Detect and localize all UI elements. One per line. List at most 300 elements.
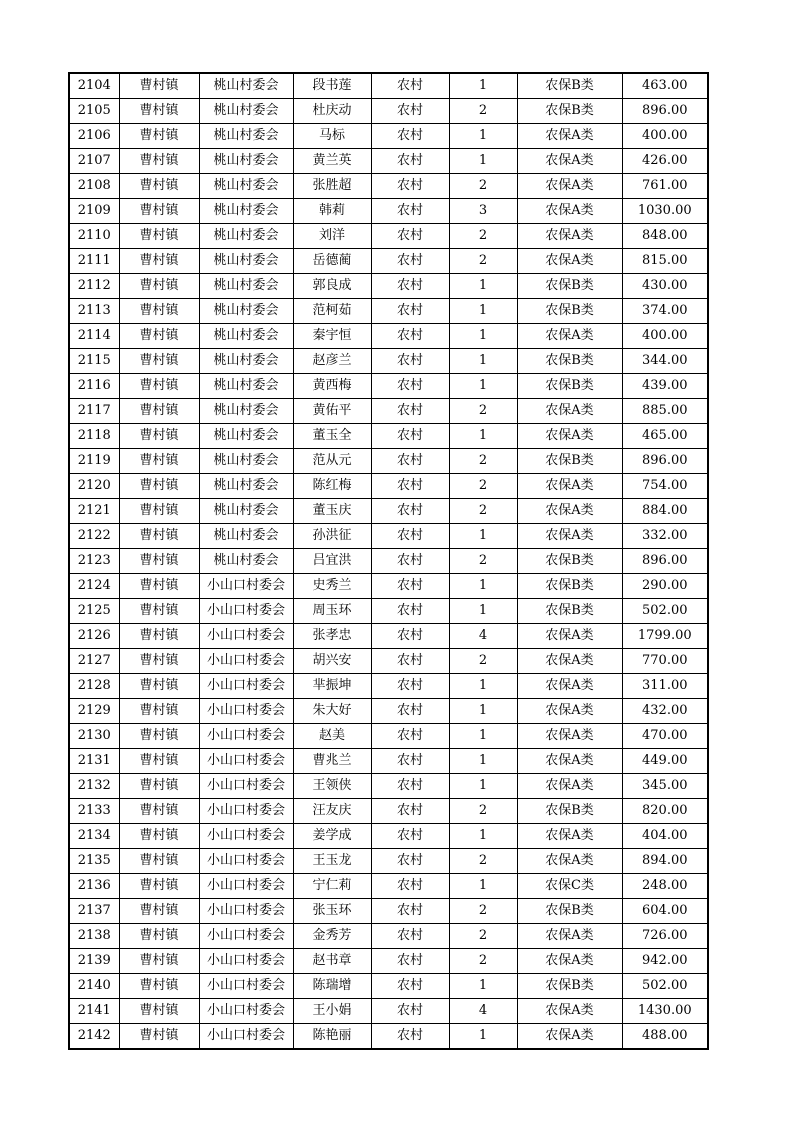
household-type-cell: 农村	[371, 774, 449, 799]
table-row	[69, 274, 708, 299]
amount-cell: 896.00	[622, 99, 708, 124]
household-type-cell: 农村	[371, 624, 449, 649]
town-cell: 曹村镇	[119, 249, 199, 274]
table-row	[69, 424, 708, 449]
member-count-cell: 1	[449, 874, 517, 899]
table-row	[69, 849, 708, 874]
household-type-cell: 农村	[371, 524, 449, 549]
table-row	[69, 349, 708, 374]
table-row	[69, 949, 708, 974]
name-cell: 段书莲	[293, 73, 371, 99]
town-cell: 曹村镇	[119, 274, 199, 299]
category-cell: 农保A类	[517, 1024, 622, 1050]
row-number: 2105	[69, 99, 119, 124]
town-cell: 曹村镇	[119, 999, 199, 1024]
table-row	[69, 774, 708, 799]
household-type-cell: 农村	[371, 73, 449, 99]
household-type-cell: 农村	[371, 1024, 449, 1050]
town-cell: 曹村镇	[119, 849, 199, 874]
amount-cell: 449.00	[622, 749, 708, 774]
town-cell: 曹村镇	[119, 574, 199, 599]
town-cell: 曹村镇	[119, 824, 199, 849]
village-cell: 小山口村委会	[199, 674, 293, 699]
table-row	[69, 124, 708, 149]
household-type-cell: 农村	[371, 474, 449, 499]
row-number: 2137	[69, 899, 119, 924]
town-cell: 曹村镇	[119, 399, 199, 424]
row-number: 2104	[69, 73, 119, 99]
row-number: 2131	[69, 749, 119, 774]
household-type-cell: 农村	[371, 674, 449, 699]
row-number: 2108	[69, 174, 119, 199]
row-number: 2115	[69, 349, 119, 374]
amount-cell: 502.00	[622, 599, 708, 624]
category-cell: 农保A类	[517, 199, 622, 224]
name-cell: 陈艳丽	[293, 1024, 371, 1050]
table-row	[69, 924, 708, 949]
village-cell: 小山口村委会	[199, 924, 293, 949]
row-number: 2133	[69, 799, 119, 824]
category-cell: 农保A类	[517, 524, 622, 549]
town-cell: 曹村镇	[119, 724, 199, 749]
category-cell: 农保B类	[517, 73, 622, 99]
household-type-cell: 农村	[371, 824, 449, 849]
category-cell: 农保B类	[517, 299, 622, 324]
member-count-cell: 1	[449, 524, 517, 549]
village-cell: 桃山村委会	[199, 274, 293, 299]
category-cell: 农保A类	[517, 674, 622, 699]
name-cell: 金秀芳	[293, 924, 371, 949]
row-number: 2138	[69, 924, 119, 949]
village-cell: 桃山村委会	[199, 524, 293, 549]
amount-cell: 896.00	[622, 449, 708, 474]
amount-cell: 374.00	[622, 299, 708, 324]
row-number: 2124	[69, 574, 119, 599]
village-cell: 小山口村委会	[199, 599, 293, 624]
category-cell: 农保A类	[517, 824, 622, 849]
amount-cell: 400.00	[622, 324, 708, 349]
member-count-cell: 1	[449, 349, 517, 374]
amount-cell: 894.00	[622, 849, 708, 874]
name-cell: 周玉环	[293, 599, 371, 624]
member-count-cell: 1	[449, 1024, 517, 1050]
table-row	[69, 649, 708, 674]
table-row	[69, 224, 708, 249]
row-number: 2125	[69, 599, 119, 624]
town-cell: 曹村镇	[119, 674, 199, 699]
amount-cell: 942.00	[622, 949, 708, 974]
household-type-cell: 农村	[371, 749, 449, 774]
row-number: 2119	[69, 449, 119, 474]
household-type-cell: 农村	[371, 874, 449, 899]
name-cell: 陈红梅	[293, 474, 371, 499]
row-number: 2106	[69, 124, 119, 149]
member-count-cell: 4	[449, 624, 517, 649]
row-number: 2118	[69, 424, 119, 449]
town-cell: 曹村镇	[119, 424, 199, 449]
village-cell: 桃山村委会	[199, 174, 293, 199]
roster-table	[68, 72, 709, 1050]
member-count-cell: 1	[449, 73, 517, 99]
category-cell: 农保A类	[517, 474, 622, 499]
table-row	[69, 699, 708, 724]
category-cell: 农保A类	[517, 324, 622, 349]
member-count-cell: 1	[449, 699, 517, 724]
household-type-cell: 农村	[371, 974, 449, 999]
household-type-cell: 农村	[371, 724, 449, 749]
member-count-cell: 1	[449, 824, 517, 849]
row-number: 2121	[69, 499, 119, 524]
category-cell: 农保A类	[517, 224, 622, 249]
member-count-cell: 2	[449, 899, 517, 924]
table-row	[69, 499, 708, 524]
row-number: 2132	[69, 774, 119, 799]
town-cell: 曹村镇	[119, 349, 199, 374]
row-number: 2117	[69, 399, 119, 424]
household-type-cell: 农村	[371, 924, 449, 949]
table-row	[69, 324, 708, 349]
name-cell: 杜庆动	[293, 99, 371, 124]
village-cell: 小山口村委会	[199, 649, 293, 674]
village-cell: 桃山村委会	[199, 474, 293, 499]
household-type-cell: 农村	[371, 324, 449, 349]
category-cell: 农保B类	[517, 99, 622, 124]
table-row	[69, 73, 708, 99]
household-type-cell: 农村	[371, 224, 449, 249]
name-cell: 姜学成	[293, 824, 371, 849]
town-cell: 曹村镇	[119, 324, 199, 349]
amount-cell: 502.00	[622, 974, 708, 999]
amount-cell: 311.00	[622, 674, 708, 699]
town-cell: 曹村镇	[119, 99, 199, 124]
amount-cell: 400.00	[622, 124, 708, 149]
table-row	[69, 399, 708, 424]
household-type-cell: 农村	[371, 124, 449, 149]
household-type-cell: 农村	[371, 799, 449, 824]
row-number: 2127	[69, 649, 119, 674]
table-row	[69, 549, 708, 574]
member-count-cell: 2	[449, 799, 517, 824]
amount-cell: 1430.00	[622, 999, 708, 1024]
village-cell: 小山口村委会	[199, 974, 293, 999]
town-cell: 曹村镇	[119, 449, 199, 474]
village-cell: 桃山村委会	[199, 424, 293, 449]
row-number: 2129	[69, 699, 119, 724]
category-cell: 农保B类	[517, 274, 622, 299]
name-cell: 朱大好	[293, 699, 371, 724]
village-cell: 小山口村委会	[199, 949, 293, 974]
amount-cell: 463.00	[622, 73, 708, 99]
amount-cell: 439.00	[622, 374, 708, 399]
category-cell: 农保A类	[517, 774, 622, 799]
amount-cell: 604.00	[622, 899, 708, 924]
town-cell: 曹村镇	[119, 924, 199, 949]
name-cell: 岳德蔺	[293, 249, 371, 274]
name-cell: 汪友庆	[293, 799, 371, 824]
table-row	[69, 899, 708, 924]
town-cell: 曹村镇	[119, 599, 199, 624]
amount-cell: 754.00	[622, 474, 708, 499]
village-cell: 小山口村委会	[199, 574, 293, 599]
household-type-cell: 农村	[371, 949, 449, 974]
category-cell: 农保B类	[517, 549, 622, 574]
town-cell: 曹村镇	[119, 974, 199, 999]
village-cell: 小山口村委会	[199, 849, 293, 874]
member-count-cell: 1	[449, 274, 517, 299]
member-count-cell: 3	[449, 199, 517, 224]
town-cell: 曹村镇	[119, 374, 199, 399]
category-cell: 农保A类	[517, 999, 622, 1024]
village-cell: 小山口村委会	[199, 824, 293, 849]
category-cell: 农保A类	[517, 124, 622, 149]
household-type-cell: 农村	[371, 399, 449, 424]
amount-cell: 332.00	[622, 524, 708, 549]
member-count-cell: 1	[449, 374, 517, 399]
village-cell: 小山口村委会	[199, 799, 293, 824]
town-cell: 曹村镇	[119, 299, 199, 324]
town-cell: 曹村镇	[119, 649, 199, 674]
row-number: 2140	[69, 974, 119, 999]
member-count-cell: 1	[449, 724, 517, 749]
village-cell: 桃山村委会	[199, 149, 293, 174]
category-cell: 农保B类	[517, 574, 622, 599]
category-cell: 农保A类	[517, 699, 622, 724]
village-cell: 桃山村委会	[199, 374, 293, 399]
amount-cell: 470.00	[622, 724, 708, 749]
name-cell: 秦宇恒	[293, 324, 371, 349]
town-cell: 曹村镇	[119, 899, 199, 924]
amount-cell: 1799.00	[622, 624, 708, 649]
category-cell: 农保C类	[517, 874, 622, 899]
village-cell: 桃山村委会	[199, 249, 293, 274]
town-cell: 曹村镇	[119, 149, 199, 174]
village-cell: 小山口村委会	[199, 749, 293, 774]
name-cell: 黄佑平	[293, 399, 371, 424]
amount-cell: 432.00	[622, 699, 708, 724]
town-cell: 曹村镇	[119, 774, 199, 799]
amount-cell: 290.00	[622, 574, 708, 599]
name-cell: 马标	[293, 124, 371, 149]
table-row	[69, 674, 708, 699]
amount-cell: 848.00	[622, 224, 708, 249]
village-cell: 小山口村委会	[199, 874, 293, 899]
town-cell: 曹村镇	[119, 874, 199, 899]
name-cell: 王小娟	[293, 999, 371, 1024]
village-cell: 桃山村委会	[199, 449, 293, 474]
table-row	[69, 199, 708, 224]
amount-cell: 430.00	[622, 274, 708, 299]
table-row	[69, 524, 708, 549]
table-row	[69, 799, 708, 824]
row-number: 2139	[69, 949, 119, 974]
amount-cell: 820.00	[622, 799, 708, 824]
village-cell: 小山口村委会	[199, 699, 293, 724]
category-cell: 农保A类	[517, 749, 622, 774]
household-type-cell: 农村	[371, 499, 449, 524]
name-cell: 赵彦兰	[293, 349, 371, 374]
village-cell: 桃山村委会	[199, 349, 293, 374]
name-cell: 孙洪征	[293, 524, 371, 549]
row-number: 2130	[69, 724, 119, 749]
household-type-cell: 农村	[371, 424, 449, 449]
category-cell: 农保A类	[517, 424, 622, 449]
name-cell: 陈瑞增	[293, 974, 371, 999]
category-cell: 农保A类	[517, 649, 622, 674]
member-count-cell: 2	[449, 99, 517, 124]
member-count-cell: 2	[449, 474, 517, 499]
member-count-cell: 2	[449, 249, 517, 274]
amount-cell: 770.00	[622, 649, 708, 674]
amount-cell: 896.00	[622, 549, 708, 574]
row-number: 2110	[69, 224, 119, 249]
category-cell: 农保B类	[517, 974, 622, 999]
member-count-cell: 2	[449, 224, 517, 249]
table-row	[69, 249, 708, 274]
village-cell: 桃山村委会	[199, 99, 293, 124]
town-cell: 曹村镇	[119, 174, 199, 199]
table-row	[69, 974, 708, 999]
household-type-cell: 农村	[371, 349, 449, 374]
name-cell: 王玉龙	[293, 849, 371, 874]
table-row	[69, 749, 708, 774]
row-number: 2122	[69, 524, 119, 549]
table-row	[69, 374, 708, 399]
category-cell: 农保B类	[517, 449, 622, 474]
member-count-cell: 1	[449, 149, 517, 174]
category-cell: 农保A类	[517, 249, 622, 274]
member-count-cell: 2	[449, 649, 517, 674]
household-type-cell: 农村	[371, 574, 449, 599]
row-number: 2135	[69, 849, 119, 874]
row-number: 2136	[69, 874, 119, 899]
amount-cell: 726.00	[622, 924, 708, 949]
name-cell: 张玉环	[293, 899, 371, 924]
member-count-cell: 2	[449, 949, 517, 974]
town-cell: 曹村镇	[119, 799, 199, 824]
member-count-cell: 1	[449, 749, 517, 774]
amount-cell: 404.00	[622, 824, 708, 849]
household-type-cell: 农村	[371, 174, 449, 199]
name-cell: 董玉庆	[293, 499, 371, 524]
category-cell: 农保A类	[517, 399, 622, 424]
amount-cell: 885.00	[622, 399, 708, 424]
category-cell: 农保A类	[517, 174, 622, 199]
category-cell: 农保A类	[517, 724, 622, 749]
amount-cell: 488.00	[622, 1024, 708, 1050]
table-row	[69, 874, 708, 899]
row-number: 2112	[69, 274, 119, 299]
village-cell: 桃山村委会	[199, 124, 293, 149]
amount-cell: 815.00	[622, 249, 708, 274]
table-row	[69, 149, 708, 174]
village-cell: 小山口村委会	[199, 624, 293, 649]
town-cell: 曹村镇	[119, 699, 199, 724]
row-number: 2109	[69, 199, 119, 224]
member-count-cell: 2	[449, 174, 517, 199]
category-cell: 农保B类	[517, 799, 622, 824]
town-cell: 曹村镇	[119, 199, 199, 224]
category-cell: 农保B类	[517, 349, 622, 374]
name-cell: 胡兴安	[293, 649, 371, 674]
roster-body	[69, 73, 708, 1049]
name-cell: 张胜超	[293, 174, 371, 199]
village-cell: 桃山村委会	[199, 324, 293, 349]
village-cell: 桃山村委会	[199, 224, 293, 249]
member-count-cell: 1	[449, 324, 517, 349]
name-cell: 刘洋	[293, 224, 371, 249]
name-cell: 韩莉	[293, 199, 371, 224]
village-cell: 桃山村委会	[199, 299, 293, 324]
member-count-cell: 2	[449, 499, 517, 524]
household-type-cell: 农村	[371, 299, 449, 324]
town-cell: 曹村镇	[119, 749, 199, 774]
name-cell: 黄兰英	[293, 149, 371, 174]
household-type-cell: 农村	[371, 899, 449, 924]
member-count-cell: 1	[449, 674, 517, 699]
name-cell: 范从元	[293, 449, 371, 474]
town-cell: 曹村镇	[119, 624, 199, 649]
village-cell: 小山口村委会	[199, 899, 293, 924]
table-row	[69, 449, 708, 474]
village-cell: 小山口村委会	[199, 1024, 293, 1050]
member-count-cell: 1	[449, 424, 517, 449]
household-type-cell: 农村	[371, 199, 449, 224]
row-number: 2116	[69, 374, 119, 399]
row-number: 2120	[69, 474, 119, 499]
name-cell: 郭良成	[293, 274, 371, 299]
category-cell: 农保B类	[517, 374, 622, 399]
table-row	[69, 299, 708, 324]
town-cell: 曹村镇	[119, 224, 199, 249]
row-number: 2114	[69, 324, 119, 349]
village-cell: 桃山村委会	[199, 399, 293, 424]
town-cell: 曹村镇	[119, 949, 199, 974]
member-count-cell: 1	[449, 599, 517, 624]
table-row	[69, 1024, 708, 1050]
category-cell: 农保A类	[517, 949, 622, 974]
village-cell: 桃山村委会	[199, 499, 293, 524]
table-row	[69, 999, 708, 1024]
amount-cell: 345.00	[622, 774, 708, 799]
household-type-cell: 农村	[371, 149, 449, 174]
name-cell: 王领侠	[293, 774, 371, 799]
household-type-cell: 农村	[371, 249, 449, 274]
town-cell: 曹村镇	[119, 549, 199, 574]
table-row	[69, 99, 708, 124]
amount-cell: 248.00	[622, 874, 708, 899]
row-number: 2113	[69, 299, 119, 324]
town-cell: 曹村镇	[119, 474, 199, 499]
name-cell: 史秀兰	[293, 574, 371, 599]
member-count-cell: 4	[449, 999, 517, 1024]
village-cell: 桃山村委会	[199, 549, 293, 574]
name-cell: 范柯茹	[293, 299, 371, 324]
village-cell: 小山口村委会	[199, 999, 293, 1024]
village-cell: 桃山村委会	[199, 73, 293, 99]
name-cell: 赵美	[293, 724, 371, 749]
name-cell: 张孝忠	[293, 624, 371, 649]
member-count-cell: 1	[449, 124, 517, 149]
table-row	[69, 574, 708, 599]
town-cell: 曹村镇	[119, 1024, 199, 1050]
village-cell: 桃山村委会	[199, 199, 293, 224]
household-type-cell: 农村	[371, 999, 449, 1024]
member-count-cell: 1	[449, 974, 517, 999]
amount-cell: 761.00	[622, 174, 708, 199]
household-type-cell: 农村	[371, 99, 449, 124]
member-count-cell: 2	[449, 399, 517, 424]
member-count-cell: 1	[449, 774, 517, 799]
